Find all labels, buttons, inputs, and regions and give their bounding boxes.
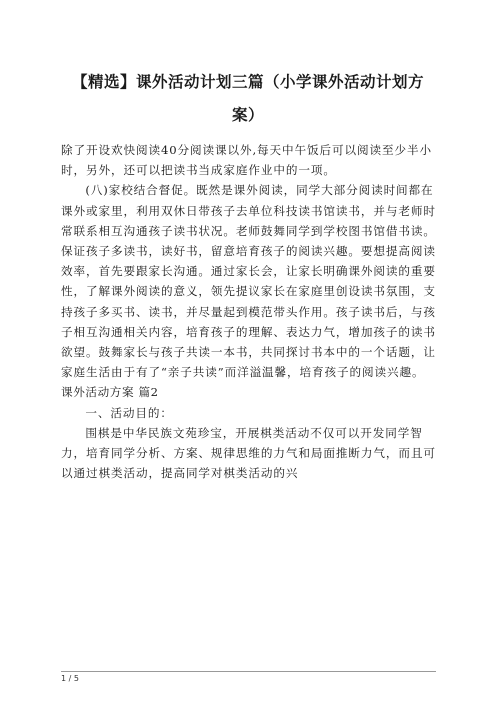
page-number: 1 / 5 [61, 674, 79, 683]
paragraph: (八)家校结合督促。既然是课外阅读，同学大部分阅读时间都在课外或家里，利用双休日带孩子去单位科技读书馆读书，并与老师时常联系相互沟通孩子读书状况。老师鼓舞同学到学校图书馆借书读。保证孩子多读书，读好书，留意培育孩子的阅读兴趣。要想提高阅读效率，首先要跟家长沟通。通过家长会，让家长明确课外阅读的重要性，了解课外阅读的意义，领先提议家长在家庭里创设读书氛围，支持孩子多买书、读书，并尽量起到模范带头作用。孩子读书后，与孩子相互沟通相关内容，培育孩子的理解、表达力气，增加孩子的读书欲望。鼓舞家长与孩子共读一本书，共同探讨书本中的一个话题，让家庭生活由于有了“亲子共读”而洋溢温馨，培育孩子的阅读兴趣。 [61, 183, 436, 380]
document-body [61, 140, 437, 483]
subsection-heading: 一、活动目的： [85, 405, 173, 420]
section-heading: 课外活动方案 篇2 [61, 385, 159, 400]
paragraph: 除了开设欢快阅读40分阅读课以外,每天中午饭后可以阅读至少半小时，另外，还可以把读书当成家庭作业中的一项。 [61, 143, 432, 178]
paragraph: 围棋是中华民族文苑珍宝，开展棋类活动不仅可以开发同学智力，培育同学分析、方案、规律思维的力气和局面推断力气，而且可以通过棋类活动，提高同学对棋类活动的兴 [61, 425, 436, 481]
document-title: 【精选】课外活动计划三篇（小学课外活动计划方案） [71, 73, 424, 124]
page-footer [0, 671, 496, 702]
footer-divider [61, 671, 436, 672]
